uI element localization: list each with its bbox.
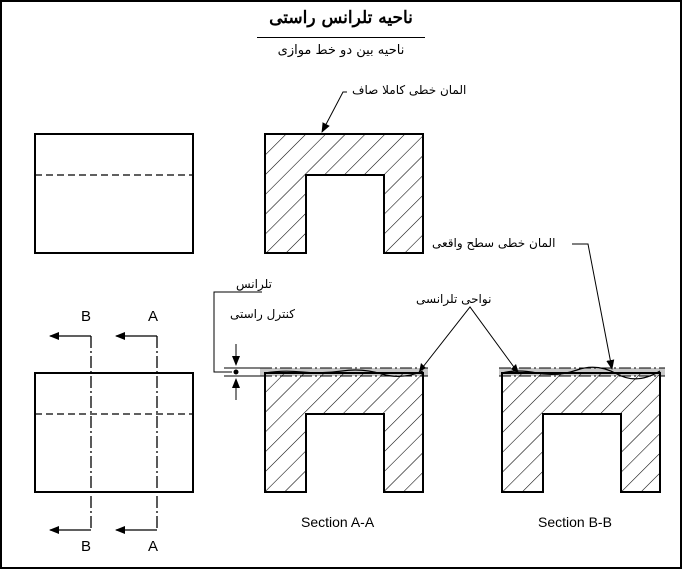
section-b-caption: Section B-B [538,514,612,530]
top-left-view [35,134,193,253]
cut-letter-a-bottom: A [148,538,159,555]
top-u-profile [265,134,423,253]
bottom-left-rect [35,373,193,492]
section-a-a [260,368,428,492]
top-left-rect [35,134,193,253]
tolerance-zones-leader [419,307,519,374]
tolerance-label-line2: کنترل راستی [230,307,295,321]
cut-letter-b-bottom: B [81,538,92,555]
diagram-subtitle: ناحیه بین دو خط موازی [277,43,405,58]
tolerance-leader [214,292,262,372]
section-b-b [499,367,665,492]
technical-drawing [2,2,682,569]
cut-letter-a-top: A [148,308,159,325]
cut-letter-b-top: B [81,308,92,325]
perfect-line-leader [322,92,347,132]
top-u-section [265,134,423,253]
actual-surface-label: المان خطی سطح واقعی [432,236,556,250]
tolerance-label-line1: تلرانس [236,277,272,291]
perfect-line-label: المان خطی کاملا صاف [352,83,467,97]
section-a-profile [265,373,423,492]
tolerance-zones-label: نواحی تلرانسی [416,292,492,306]
bottom-left-view [35,336,193,530]
actual-surface-leader [572,244,612,369]
section-a-caption: Section A-A [301,514,375,530]
section-b-profile [502,373,660,492]
dim-center-dot [234,370,239,375]
diagram-title: ناحیه تلرانس راستی [269,8,413,28]
